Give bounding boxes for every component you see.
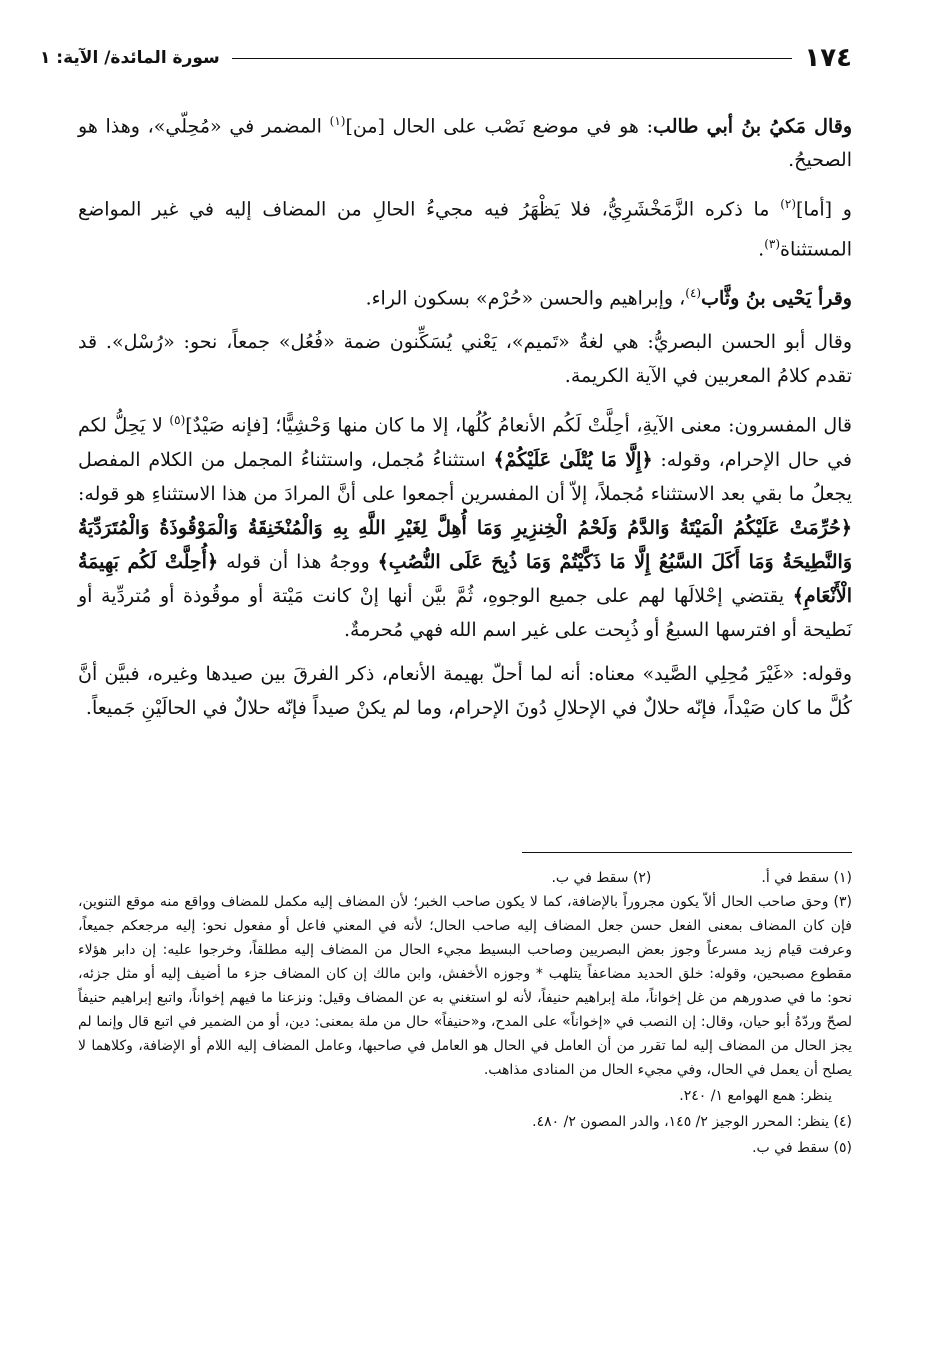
- footnote-3: (٣) وحق صاحب الحال ألاّ يكون مجروراً بالإضافة، كما لا يكون صاحب الخبر؛ لأن المضاف إليه مكمل للمضاف وواقع منه موقع التنوين، فإن كان المضاف بمعنى الفعل حسن جعل المضاف إليه صاحب الحال؛ لأنه في المعني فاعل أو مفعول نحو: إليه مرجعكم جميعاً، وعرفت قيام زيد مسرعاً وجوز بعض البصريين وصاحب البسيط مجيء الحال من المضاف إليه مطلقاً، وخرجوا عليه: إن دابر هؤلاء مقطوع مصبحين، وقوله: خلق الحديد مضاعفاً يتلهب * وجوزه الأخفش، وابن مالك إن كان المضاف جزء ما أضيف إليه أو مثل جزئه، نحو: ما في صدورهم من غل إخواناً، ملة إبراهيم حنيفاً، لأنه لو استغني به عن المضاف وقيل: ونزعنا ما فيهم إخواناً، واتبع إبراهيم حنيفاً لصحّ وردّهُ أبو حيان، وقال: إن النصب في «إخواناً» على المدح، و«حنيفاً» حال من ملة بمعنى: دين، أو من الضمير في اتبع قال وإنما لم يجز الحال من المضاف إليه لما تقرر من أن العامل في الحال هو العامل في صاحبها، وعامل المضاف إليه اللام أو الإضافة، وكلاهما لا يصلح أن يعمل في الحال، وفي مجيء الحال من المنادى مذاهب.: [78, 894, 852, 1078]
- paragraph-makki: [78, 104, 852, 177]
- footnote-ref: (٤): [685, 285, 702, 300]
- main-text: [78, 104, 852, 735]
- header-rule: [232, 58, 793, 59]
- page-number: ١٧٤: [804, 43, 852, 73]
- paragraph-text: ، وإبراهيم والحسن «حُرْم» بسكون الراء.: [365, 287, 686, 310]
- paragraph-text: استثناءُ مُجمل، واستثناءُ المجمل من الكلام المفصل يجعلُ ما بقي بعد الاستثناء مُجملاً، إلاّ أن المفسرين أجمعوا على أنَّ المرادَ من هذا الاستثناءِ هو قوله:: [78, 448, 852, 505]
- paragraph-mufassirun: [78, 403, 852, 646]
- running-header: [40, 40, 852, 76]
- footnote-2: (٢) سقط في ب.: [551, 870, 652, 886]
- paragraph-qiraat: [78, 276, 852, 315]
- paragraph-text: .: [758, 237, 765, 260]
- scholar-name: وقال مَكيُ بنُ أبي طالب: [653, 115, 852, 138]
- footnote-ref: (٥): [169, 413, 186, 428]
- paragraph-sayd: وقوله: «غَيْرَ مُحِلِي الصَّيد» معناه: أنه لما أحلّ بهيمة الأنعام، ذكر الفرقَ بين صيدها وغيره، فبيَّن أنَّ كُلَّ ما كان صَيْداً، فإنّه حلالٌ في الإحلالِ دُونَ الإحرام، وما لم يكنْ صيداً فإنّه حلالٌ في الحالَيْنِ جَميعاً.: [78, 662, 852, 719]
- quran-verse: ﴿حُرِّمَتْ عَلَيْكُمُ الْمَيْتَةُ وَالدَّمُ وَلَحْمُ الْخِنزِيرِ وَمَا أُهِلَّ لِغَيْرِ اللَّهِ بِهِ وَالْمُنْخَنِقَةُ وَالْمَوْقُوذَةُ وَالْمُتَرَدِّيَةُ وَالنَّطِيحَةُ وَمَا أَكَلَ السَّبُعُ إِلَّا مَا ذَكَّيْتُمْ وَمَا ذُبِحَ عَلَى النُّصُبِ﴾: [78, 516, 853, 573]
- footnote-row: [78, 866, 852, 890]
- footnote-ref: (٣): [764, 236, 781, 251]
- paragraph-zamakhshari: [78, 187, 852, 266]
- surah-verse-title: سورة المائدة/ الآية: ١: [40, 48, 220, 68]
- footnote-3-reference: ينظر: همع الهوامع ١/ ٢٤٠.: [679, 1088, 832, 1104]
- footnote-separator: [522, 852, 852, 853]
- footnote-1: (١) سقط في أ.: [761, 870, 852, 886]
- paragraph-text: ووجهُ هذا أن قوله: [218, 550, 378, 573]
- quran-verse: ﴿إِلَّا مَا يُتْلَىٰ عَلَيْكُمْ﴾: [493, 448, 653, 471]
- paragraph-text: ما ذكره الزَّمَخْشَرِيُّ، فلا يَظْهَرُ فيه مجيءُ الحالِ من المضاف إليه في غير المواضع المستثناة: [78, 198, 852, 260]
- paragraph-text: قال المفسرون: معنى الآيةِ، أحِلَّتْ لَكُم الأنعامُ كُلُها، إلا ما كان منها وَحْشِيًّا؛ [فإنه صَيْدٌ]: [185, 414, 852, 437]
- quran-verse: ﴿أُحِلَّتْ لَكُم بَهِيمَةُ الْأَنْعَامِ﴾: [78, 550, 852, 607]
- paragraph-text: : هو في موضع نَصْب على الحال [من]: [345, 115, 654, 138]
- footnote-ref: (١): [329, 114, 346, 128]
- paragraph-text: المضمر في «مُحِلّي»، وهذا هو الصحيحُ.: [78, 115, 852, 172]
- footnote-4: (٤) ينظر: المحرر الوجيز ٢/ ١٤٥، والدر المصون ٢/ ٤٨٠.: [532, 1114, 852, 1130]
- reader-name: وقرأ يَحْيى بنُ وثَّاب: [701, 287, 852, 310]
- footnote-5: (٥) سقط في ب.: [752, 1140, 852, 1156]
- footnote-ref: (٢): [780, 197, 797, 212]
- paragraph-text: لا يَحِلُّ لكم في حال الإحرام، وقوله:: [78, 414, 852, 471]
- footnotes: [78, 866, 852, 1162]
- paragraph-basri: وقال أبو الحسن البصريُّ: هي لغةُ «تَميم»، يَعْني يُسَكِّنون ضمة «فُعُل» جمعاً، نحو: «رُسْل». قد تقدم كلامُ المعربين في الآية الكريمة.: [78, 331, 852, 388]
- paragraph-text: و [أما]: [796, 198, 852, 221]
- paragraph-text: يقتضي إحْلالَها لهم على جميع الوجوهِ، ثُمَّ بيَّن أنها إنْ كانت مَيْتة أو موقُوذة أو مُتردِّية أو نَطيحة أو افترسها السبعُ أو ذُبِحت على غير اسم الله فهي مُحرمةٌ.: [78, 584, 852, 641]
